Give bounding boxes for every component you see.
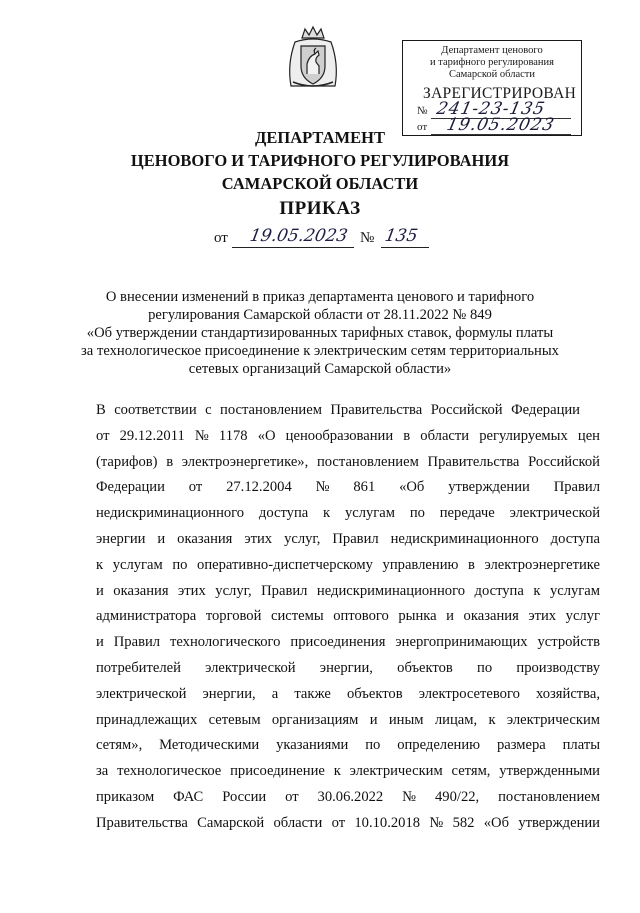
body-line: потребителей электрической энергии, объектов по производству	[96, 659, 600, 676]
dept-name-line-2: ЦЕНОВОГО И ТАРИФНОГО РЕГУЛИРОВАНИЯ	[130, 151, 510, 170]
body-line: к услугам по оперативно-диспетчерскому управлению в электроэнергетике	[96, 556, 600, 573]
title-line: О внесении изменений в приказ департамента ценового и тарифного	[105, 289, 535, 305]
number-field	[381, 226, 429, 248]
stamp-registered-label: ЗАРЕГИСТРИРОВАН	[423, 85, 577, 102]
date-prefix: от	[214, 230, 228, 246]
body-line: и оказания этих услуг, Правил недискриминационного доступа к услугам	[96, 582, 600, 599]
stamp-org-line: и тарифного регулирования	[430, 57, 554, 68]
number-handwritten: 135	[383, 226, 420, 246]
body-line: от 29.12.2011 № 1178 «О ценообразовании в области регулируемых цен	[96, 427, 600, 444]
title-line: «Об утверждении стандартизированных тарифных ставок, формулы платы	[86, 325, 554, 341]
body-line: приказом ФАС России от 30.06.2022 № 490/22, постановлением	[96, 788, 600, 805]
body-line: В соответствии с постановлением Правительства Российской Федерации	[96, 402, 580, 418]
document-body	[96, 398, 600, 837]
body-line: и Правил технологического присоединения энергопринимающих устройств	[96, 634, 600, 651]
body-line: электрической энергии, а также объектов электросетевого хозяйства,	[96, 685, 600, 702]
body-line: энергии и оказания этих услуг, Правил недискриминационного доступа	[96, 530, 600, 547]
body-line: принадлежащих сетевым организациям и иным лицам, к электрическим	[96, 711, 600, 728]
title-line: регулирования Самарской области от 28.11.2022 № 849	[148, 307, 492, 323]
body-line: Федерации от 27.12.2004 № 861 «Об утверждении Правил	[96, 479, 600, 496]
body-line: (тарифов) в электроэнергетике», постановлением Правительства Российской	[96, 453, 600, 470]
title-line: за технологическое присоединение к электрическим сетям территориальных	[81, 343, 559, 359]
body-line: Правительства Самарской области от 10.10.2018 № 582 «Об утверждении	[96, 814, 600, 831]
coat-of-arms-icon	[285, 24, 341, 92]
body-line: администратора торговой системы оптового рынка и оказания этих услуг	[96, 608, 600, 625]
stamp-org-line: Самарской области	[449, 69, 535, 80]
body-line: недискриминационного доступа к услугам по передаче электрической	[96, 505, 600, 522]
stamp-org-line: Департамент ценового	[441, 45, 543, 56]
dept-name-line-1: ДЕПАРТАМЕНТ	[255, 128, 385, 147]
date-handwritten: 19.05.2023	[248, 226, 350, 246]
dept-name-line-3: САМАРСКОЙ ОБЛАСТИ	[221, 174, 419, 193]
document-type-heading: ПРИКАЗ	[279, 198, 361, 219]
stamp-date-label: от	[417, 121, 428, 133]
stamp-org-name	[403, 45, 581, 81]
stamp-number-handwritten: 241-23-135	[434, 99, 548, 119]
date-field	[232, 226, 354, 248]
order-date-number-line	[0, 226, 640, 250]
body-line: сетям», Методическими указаниями по определению размера платы	[96, 737, 600, 754]
stamp-date-handwritten: 19.05.2023	[444, 115, 557, 135]
stamp-number-label: №	[417, 105, 428, 117]
registration-stamp	[402, 40, 582, 136]
document-title	[70, 288, 570, 378]
number-prefix: №	[360, 230, 375, 246]
title-line: сетевых организаций Самарской области»	[188, 361, 452, 377]
body-line: за технологическое присоединение к электрическим сетям, утвержденными	[96, 763, 600, 780]
